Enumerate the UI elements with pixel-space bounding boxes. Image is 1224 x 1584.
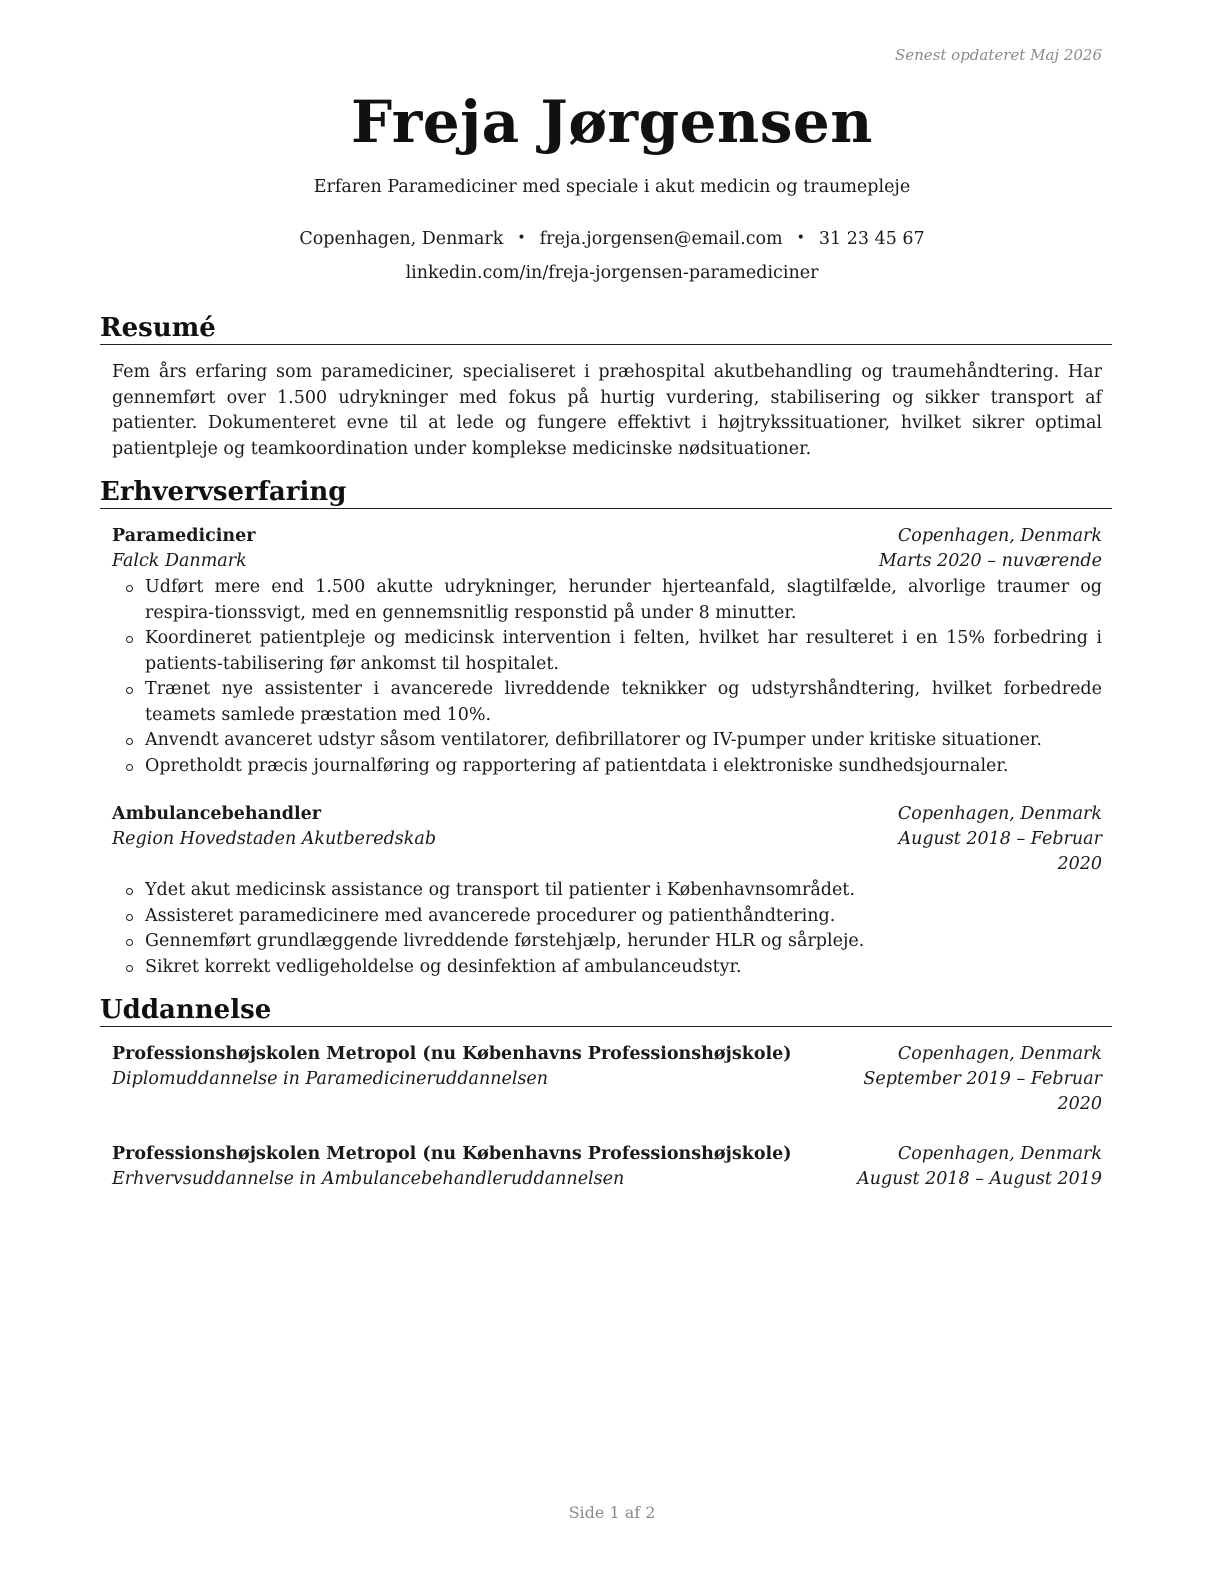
list-item: Assisteret paramedicinere med avancerede procedurer og patienthåndtering. <box>112 904 1102 930</box>
section-divider <box>100 1026 1112 1027</box>
job-dates: August 2018 – Februar <box>898 829 1102 849</box>
page-number: Side 1 af 2 <box>568 1503 656 1522</box>
phone: 31 23 45 67 <box>818 229 925 249</box>
job-role: Ambulancebehandler <box>112 804 321 824</box>
section-divider <box>100 508 1112 509</box>
summary-text: Fem års erfaring som paramediciner, specialiseret i præhospital akutbehandling og traumehåndtering. Har gennemført over 1.500 udrykninger med fokus på hurtig vurdering, stabilisering og sikker transport af patienter. Dokumenteret evne til at lede og fungere effektivt i højtrykssituationer, hvilket sikrer optimal patientpleje og teamkoordination under komplekse medicinske nødsituationer. <box>112 362 1102 459</box>
job-role: Paramediciner <box>112 526 256 546</box>
separator-dot: • <box>517 230 526 246</box>
candidate-name: Freja Jørgensen <box>351 88 873 156</box>
job-dates-year: 2020 <box>1057 854 1102 874</box>
school-name: Professionshøjskolen Metropol (nu Københavns Professionshøjskole) <box>112 1144 792 1164</box>
school-location: Copenhagen, Denmark <box>897 1044 1102 1064</box>
contact-line <box>0 229 1224 249</box>
list-item: Koordineret patientpleje og medicinsk intervention i felten, hvilket har resulteret i en 15% forbedring i patients-tabilisering før ankomst til hospitalet. <box>112 626 1102 677</box>
section-title-education: Uddannelse <box>100 995 272 1025</box>
job-bullets <box>112 575 1102 779</box>
job-location: Copenhagen, Denmark <box>897 804 1102 824</box>
last-updated: Senest opdateret Maj 2026 <box>894 46 1102 64</box>
section-title-experience: Erhvervserfaring <box>100 477 347 507</box>
school-name: Professionshøjskolen Metropol (nu Københavns Professionshøjskole) <box>112 1044 792 1064</box>
school-location: Copenhagen, Denmark <box>897 1144 1102 1164</box>
list-item: Opretholdt præcis journalføring og rapportering af patientdata i elektroniske sundhedsjournaler. <box>112 754 1102 780</box>
job-dates: Marts 2020 – nuværende <box>878 551 1102 571</box>
job-employer: Falck Danmark <box>112 551 247 571</box>
degree: Diplomuddannelse in Paramedicineruddannelsen <box>112 1069 549 1089</box>
section-title-summary: Resumé <box>100 313 216 343</box>
education-dates: August 2018 – August 2019 <box>857 1169 1102 1189</box>
list-item: Sikret korrekt vedligeholdelse og desinfektion af ambulanceudstyr. <box>112 955 1102 981</box>
separator-dot: • <box>796 230 805 246</box>
list-item: Ydet akut medicinsk assistance og transport til patienter i Københavnsområdet. <box>112 878 1102 904</box>
job-employer: Region Hovedstaden Akutberedskab <box>112 829 437 849</box>
section-divider <box>100 344 1112 345</box>
list-item: Udført mere end 1.500 akutte udrykninger, herunder hjerteanfald, slagtilfælde, alvorlige traumer og respira-tionssvigt, med en gennemsnitlig responstid på under 8 minutter. <box>112 575 1102 626</box>
education-dates: September 2019 – Februar <box>863 1069 1102 1089</box>
list-item: Trænet nye assistenter i avancerede livreddende teknikker og udstyrshåndtering, hvilket forbedrede teamets samlede præstation med 10%. <box>112 677 1102 728</box>
job-bullets <box>112 878 1102 980</box>
linkedin-link[interactable]: linkedin.com/in/freja-jorgensen-paramediciner <box>405 263 819 283</box>
email-link[interactable]: freja.jorgensen@email.com <box>539 229 783 249</box>
degree: Erhvervsuddannelse in Ambulancebehandleruddannelsen <box>112 1169 625 1189</box>
location: Copenhagen, Denmark <box>299 229 504 249</box>
list-item: Gennemført grundlæggende livreddende førstehjælp, herunder HLR og sårpleje. <box>112 929 1102 955</box>
tagline: Erfaren Paramediciner med speciale i akut medicin og traumepleje <box>313 177 911 197</box>
education-dates-year: 2020 <box>1057 1094 1102 1114</box>
list-item: Anvendt avanceret udstyr såsom ventilatorer, defibrillatorer og IV-pumper under kritiske situationer. <box>112 728 1102 754</box>
job-location: Copenhagen, Denmark <box>897 526 1102 546</box>
